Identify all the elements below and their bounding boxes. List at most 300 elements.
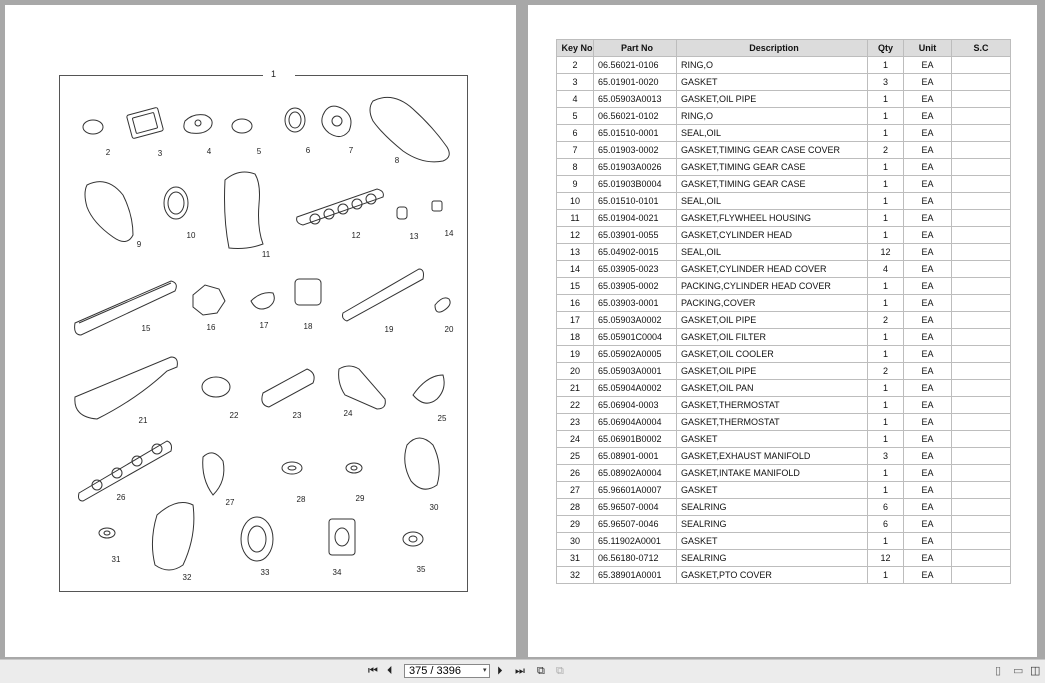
cell-part-no: 65.06904A0004 xyxy=(594,414,677,431)
cell-sc xyxy=(952,397,1011,414)
cell-sc xyxy=(952,125,1011,142)
cell-qty: 1 xyxy=(868,431,904,448)
cell-description: GASKET,OIL PIPE xyxy=(677,91,868,108)
cell-part-no: 65.01510-0101 xyxy=(594,193,677,210)
cell-unit: EA xyxy=(904,210,952,227)
table-row xyxy=(557,261,1011,278)
cell-key-no: 13 xyxy=(557,244,594,261)
table-row xyxy=(557,448,1011,465)
cell-sc xyxy=(952,346,1011,363)
cell-sc xyxy=(952,57,1011,74)
callout-number: 13 xyxy=(409,232,419,241)
callout-number: 3 xyxy=(157,149,163,158)
cell-description: PACKING,COVER xyxy=(677,295,868,312)
callout-number: 21 xyxy=(138,416,148,425)
cell-unit: EA xyxy=(904,278,952,295)
cell-qty: 1 xyxy=(868,125,904,142)
cell-part-no: 06.56180-0712 xyxy=(594,550,677,567)
exploded-parts-diagram xyxy=(5,5,516,657)
gasket-part-9 xyxy=(85,182,133,242)
viewer-toolbar xyxy=(0,659,1045,683)
cell-sc xyxy=(952,108,1011,125)
parts-table xyxy=(556,39,1011,584)
header-unit: Unit xyxy=(904,40,952,57)
table-row xyxy=(557,295,1011,312)
callout-number: 23 xyxy=(292,411,302,420)
cell-sc xyxy=(952,533,1011,550)
cell-description: GASKET,THERMOSTAT xyxy=(677,414,868,431)
continuous-view-icon[interactable]: ▭ xyxy=(1013,665,1024,677)
cell-part-no: 65.05901C0004 xyxy=(594,329,677,346)
cell-part-no: 65.05903A0013 xyxy=(594,91,677,108)
header-sc: S.C xyxy=(952,40,1011,57)
table-row xyxy=(557,227,1011,244)
cell-qty: 6 xyxy=(868,499,904,516)
cell-key-no: 7 xyxy=(557,142,594,159)
cell-description: SEALRING xyxy=(677,499,868,516)
cell-part-no: 65.08901-0001 xyxy=(594,448,677,465)
callout-number: 28 xyxy=(296,495,306,504)
callout-number: 30 xyxy=(429,503,439,512)
cell-sc xyxy=(952,329,1011,346)
cell-part-no: 65.01510-0001 xyxy=(594,125,677,142)
cell-sc xyxy=(952,363,1011,380)
cell-unit: EA xyxy=(904,346,952,363)
cell-key-no: 31 xyxy=(557,550,594,567)
cell-sc xyxy=(952,176,1011,193)
copy-icon[interactable]: ⧉ xyxy=(556,665,564,677)
cell-qty: 4 xyxy=(868,261,904,278)
gasket-part-11 xyxy=(225,172,264,249)
cell-qty: 2 xyxy=(868,142,904,159)
cell-key-no: 19 xyxy=(557,346,594,363)
cell-description: RING,O xyxy=(677,108,868,125)
cell-unit: EA xyxy=(904,465,952,482)
cell-qty: 1 xyxy=(868,465,904,482)
cell-key-no: 23 xyxy=(557,414,594,431)
cell-unit: EA xyxy=(904,550,952,567)
cell-qty: 1 xyxy=(868,295,904,312)
page-number-input[interactable] xyxy=(404,664,490,678)
callout-number: 32 xyxy=(182,573,192,582)
cell-sc xyxy=(952,448,1011,465)
cell-description: SEALRING xyxy=(677,550,868,567)
gasket-part-32 xyxy=(152,503,193,570)
callout-number: 22 xyxy=(229,411,239,420)
cell-description: GASKET xyxy=(677,533,868,550)
cell-part-no: 65.01901-0020 xyxy=(594,74,677,91)
cell-key-no: 21 xyxy=(557,380,594,397)
cell-qty: 1 xyxy=(868,193,904,210)
cell-key-no: 5 xyxy=(557,108,594,125)
cell-sc xyxy=(952,312,1011,329)
gasket-part-22 xyxy=(202,377,230,397)
cell-key-no: 14 xyxy=(557,261,594,278)
table-row xyxy=(557,329,1011,346)
packing-part-15 xyxy=(75,281,177,335)
table-row xyxy=(557,414,1011,431)
cell-unit: EA xyxy=(904,142,952,159)
callout-number: 11 xyxy=(261,250,271,259)
callout-number: 5 xyxy=(256,147,262,156)
sealring-part-31 xyxy=(99,528,115,538)
o-ring-part-2 xyxy=(83,120,103,134)
gasket-part-21 xyxy=(75,357,178,419)
cell-part-no: 65.03905-0023 xyxy=(594,261,677,278)
cell-description: GASKET,CYLINDER HEAD xyxy=(677,227,868,244)
cell-unit: EA xyxy=(904,176,952,193)
cell-sc xyxy=(952,431,1011,448)
cell-unit: EA xyxy=(904,448,952,465)
cell-sc xyxy=(952,261,1011,278)
table-row xyxy=(557,278,1011,295)
cell-unit: EA xyxy=(904,244,952,261)
table-row xyxy=(557,431,1011,448)
cell-sc xyxy=(952,278,1011,295)
cell-qty: 1 xyxy=(868,533,904,550)
callout-number: 12 xyxy=(351,231,361,240)
cell-unit: EA xyxy=(904,125,952,142)
cell-sc xyxy=(952,465,1011,482)
gasket-part-26 xyxy=(79,441,172,501)
gasket-part-4 xyxy=(184,115,212,134)
cell-sc xyxy=(952,295,1011,312)
gasket-part-14 xyxy=(432,201,442,211)
cell-key-no: 22 xyxy=(557,397,594,414)
cell-unit: EA xyxy=(904,482,952,499)
cell-qty: 12 xyxy=(868,244,904,261)
cell-unit: EA xyxy=(904,227,952,244)
cell-qty: 1 xyxy=(868,567,904,584)
cell-part-no: 65.05903A0002 xyxy=(594,312,677,329)
gasket-part-33 xyxy=(241,517,273,561)
cell-sc xyxy=(952,227,1011,244)
cell-qty: 1 xyxy=(868,176,904,193)
cell-key-no: 9 xyxy=(557,176,594,193)
table-row xyxy=(557,74,1011,91)
cell-description: GASKET,OIL PIPE xyxy=(677,312,868,329)
cell-key-no: 4 xyxy=(557,91,594,108)
cell-part-no: 65.03905-0002 xyxy=(594,278,677,295)
sealring-part-29 xyxy=(346,463,362,473)
cell-qty: 1 xyxy=(868,108,904,125)
cell-key-no: 16 xyxy=(557,295,594,312)
cell-description: SEALRING xyxy=(677,516,868,533)
table-row xyxy=(557,465,1011,482)
cell-description: GASKET,TIMING GEAR CASE COVER xyxy=(677,142,868,159)
table-row xyxy=(557,312,1011,329)
cell-sc xyxy=(952,380,1011,397)
table-row xyxy=(557,550,1011,567)
cell-sc xyxy=(952,74,1011,91)
callout-number: 16 xyxy=(206,323,216,332)
cell-unit: EA xyxy=(904,193,952,210)
cell-key-no: 28 xyxy=(557,499,594,516)
callout-number: 31 xyxy=(111,555,121,564)
cell-key-no: 15 xyxy=(557,278,594,295)
cell-unit: EA xyxy=(904,567,952,584)
prev-page-icon[interactable]: ⏴ xyxy=(387,665,393,677)
callout-number: 17 xyxy=(259,321,269,330)
cell-key-no: 6 xyxy=(557,125,594,142)
cell-qty: 6 xyxy=(868,516,904,533)
cell-unit: EA xyxy=(904,261,952,278)
callout-number: 25 xyxy=(437,414,447,423)
cell-part-no: 65.08902A0004 xyxy=(594,465,677,482)
table-row xyxy=(557,482,1011,499)
table-row xyxy=(557,108,1011,125)
cell-description: GASKET,OIL FILTER xyxy=(677,329,868,346)
callout-number: 8 xyxy=(394,156,400,165)
cell-description: SEAL,OIL xyxy=(677,193,868,210)
cell-unit: EA xyxy=(904,397,952,414)
callout-number: 26 xyxy=(116,493,126,502)
callout-number: 18 xyxy=(303,322,313,331)
cell-sc xyxy=(952,244,1011,261)
callout-number: 7 xyxy=(348,146,354,155)
cell-sc xyxy=(952,142,1011,159)
table-row xyxy=(557,533,1011,550)
parts-list-page xyxy=(528,5,1037,657)
seal-part-13 xyxy=(397,207,407,219)
table-row xyxy=(557,363,1011,380)
cell-key-no: 20 xyxy=(557,363,594,380)
callout-number: 34 xyxy=(332,568,342,577)
cell-sc xyxy=(952,91,1011,108)
cell-key-no: 10 xyxy=(557,193,594,210)
gasket-part-19 xyxy=(343,269,424,321)
table-row xyxy=(557,499,1011,516)
cell-part-no: 65.96601A0007 xyxy=(594,482,677,499)
gasket-part-30 xyxy=(405,438,440,489)
callout-number: 19 xyxy=(384,325,394,334)
o-ring-part-5 xyxy=(232,119,252,133)
cell-description: GASKET,EXHAUST MANIFOLD xyxy=(677,448,868,465)
cell-key-no: 8 xyxy=(557,159,594,176)
cell-qty: 1 xyxy=(868,159,904,176)
callout-number: 6 xyxy=(305,146,311,155)
table-row xyxy=(557,210,1011,227)
cell-unit: EA xyxy=(904,414,952,431)
gasket-part-20 xyxy=(435,298,450,312)
chevron-down-icon[interactable]: ▾ xyxy=(483,667,487,674)
cell-unit: EA xyxy=(904,516,952,533)
cell-description: GASKET xyxy=(677,74,868,91)
cell-unit: EA xyxy=(904,57,952,74)
cell-key-no: 25 xyxy=(557,448,594,465)
cell-qty: 3 xyxy=(868,74,904,91)
cell-unit: EA xyxy=(904,499,952,516)
cell-description: PACKING,CYLINDER HEAD COVER xyxy=(677,278,868,295)
cell-part-no: 65.01904-0021 xyxy=(594,210,677,227)
cell-description: GASKET,THERMOSTAT xyxy=(677,397,868,414)
callout-number: 33 xyxy=(260,568,270,577)
table-row xyxy=(557,176,1011,193)
cell-qty: 2 xyxy=(868,363,904,380)
table-row xyxy=(557,193,1011,210)
cell-sc xyxy=(952,499,1011,516)
cell-key-no: 26 xyxy=(557,465,594,482)
table-header-row xyxy=(557,40,1011,57)
callout-number: 15 xyxy=(141,324,151,333)
callout-number: 27 xyxy=(225,498,235,507)
cell-sc xyxy=(952,482,1011,499)
header-part-no: Part No xyxy=(594,40,677,57)
cell-qty: 1 xyxy=(868,329,904,346)
cell-description: GASKET xyxy=(677,431,868,448)
gasket-part-25 xyxy=(413,375,444,403)
cell-description: GASKET,OIL PIPE xyxy=(677,363,868,380)
facing-view-icon[interactable]: ◫ xyxy=(1030,665,1041,677)
cell-unit: EA xyxy=(904,431,952,448)
cell-description: GASKET,TIMING GEAR CASE xyxy=(677,159,868,176)
callout-number: 2 xyxy=(105,148,111,157)
cell-part-no: 65.01903A0026 xyxy=(594,159,677,176)
gasket-part-3 xyxy=(126,107,163,138)
cell-part-no: 65.03901-0055 xyxy=(594,227,677,244)
cell-description: GASKET,OIL PAN xyxy=(677,380,868,397)
cell-key-no: 11 xyxy=(557,210,594,227)
callout-number: 9 xyxy=(136,240,142,249)
cell-sc xyxy=(952,414,1011,431)
table-row xyxy=(557,346,1011,363)
cell-qty: 1 xyxy=(868,227,904,244)
next-page-icon[interactable]: ⏵ xyxy=(497,665,503,677)
gasket-part-27 xyxy=(203,453,224,495)
table-row xyxy=(557,159,1011,176)
gasket-part-8 xyxy=(370,97,449,161)
cell-qty: 1 xyxy=(868,91,904,108)
cell-part-no: 65.05902A0005 xyxy=(594,346,677,363)
table-row xyxy=(557,244,1011,261)
cell-part-no: 65.05904A0002 xyxy=(594,380,677,397)
cell-part-no: 65.04902-0015 xyxy=(594,244,677,261)
cell-qty: 1 xyxy=(868,414,904,431)
cell-key-no: 24 xyxy=(557,431,594,448)
callout-number: 24 xyxy=(343,409,353,418)
cell-unit: EA xyxy=(904,312,952,329)
assembly-number: 1 xyxy=(271,69,277,79)
cell-sc xyxy=(952,159,1011,176)
cell-part-no: 65.96507-0004 xyxy=(594,499,677,516)
cell-sc xyxy=(952,516,1011,533)
gasket-part-7 xyxy=(322,106,351,136)
sealring-part-28 xyxy=(282,462,302,474)
callout-number: 14 xyxy=(444,229,454,238)
diagram-page xyxy=(5,5,516,657)
cell-part-no: 65.06901B0002 xyxy=(594,431,677,448)
cell-qty: 1 xyxy=(868,397,904,414)
single-view-icon[interactable]: ▯ xyxy=(995,665,1002,677)
cell-sc xyxy=(952,567,1011,584)
cell-key-no: 18 xyxy=(557,329,594,346)
cell-qty: 3 xyxy=(868,448,904,465)
cell-description: GASKET,FLYWHEEL HOUSING xyxy=(677,210,868,227)
cell-part-no: 65.03903-0001 xyxy=(594,295,677,312)
callout-number: 4 xyxy=(206,147,212,156)
packing-part-16 xyxy=(193,285,225,315)
gasket-part-23 xyxy=(262,369,314,407)
cell-part-no: 06.56021-0102 xyxy=(594,108,677,125)
callout-number: 10 xyxy=(186,231,196,240)
cell-description: GASKET,INTAKE MANIFOLD xyxy=(677,465,868,482)
cell-part-no: 65.96507-0046 xyxy=(594,516,677,533)
cell-key-no: 2 xyxy=(557,57,594,74)
table-row xyxy=(557,125,1011,142)
cell-qty: 1 xyxy=(868,380,904,397)
cell-unit: EA xyxy=(904,363,952,380)
table-row xyxy=(557,567,1011,584)
cell-description: GASKET,CYLINDER HEAD COVER xyxy=(677,261,868,278)
table-row xyxy=(557,516,1011,533)
cell-description: GASKET,PTO COVER xyxy=(677,567,868,584)
cell-unit: EA xyxy=(904,329,952,346)
cell-key-no: 30 xyxy=(557,533,594,550)
cell-unit: EA xyxy=(904,159,952,176)
cell-qty: 1 xyxy=(868,210,904,227)
cell-qty: 1 xyxy=(868,57,904,74)
cell-description: GASKET,TIMING GEAR CASE xyxy=(677,176,868,193)
cell-description: GASKET xyxy=(677,482,868,499)
cell-description: GASKET,OIL COOLER xyxy=(677,346,868,363)
cell-part-no: 65.01903-0002 xyxy=(594,142,677,159)
table-row xyxy=(557,380,1011,397)
cell-qty: 1 xyxy=(868,278,904,295)
cell-unit: EA xyxy=(904,91,952,108)
cell-sc xyxy=(952,193,1011,210)
callout-number: 29 xyxy=(355,494,365,503)
cell-qty: 12 xyxy=(868,550,904,567)
cell-unit: EA xyxy=(904,533,952,550)
two-page-icon[interactable]: ⧉ xyxy=(537,665,545,677)
cell-sc xyxy=(952,210,1011,227)
gasket-part-17 xyxy=(251,293,274,309)
cell-unit: EA xyxy=(904,108,952,125)
cell-key-no: 29 xyxy=(557,516,594,533)
cell-qty: 2 xyxy=(868,312,904,329)
cell-qty: 1 xyxy=(868,346,904,363)
last-page-icon[interactable]: ⏭ xyxy=(515,665,525,677)
header-qty: Qty xyxy=(868,40,904,57)
header-key-no: Key No xyxy=(557,40,594,57)
cell-key-no: 12 xyxy=(557,227,594,244)
gasket-part-34 xyxy=(329,519,355,555)
first-page-icon[interactable]: ⏮ xyxy=(368,665,378,677)
table-row xyxy=(557,142,1011,159)
cell-key-no: 17 xyxy=(557,312,594,329)
cell-key-no: 27 xyxy=(557,482,594,499)
cell-description: SEAL,OIL xyxy=(677,244,868,261)
cell-key-no: 32 xyxy=(557,567,594,584)
callout-number: 20 xyxy=(444,325,454,334)
cell-part-no: 06.56021-0106 xyxy=(594,57,677,74)
gasket-part-24 xyxy=(339,366,386,409)
callout-number: 35 xyxy=(416,565,426,574)
cell-description: SEAL,OIL xyxy=(677,125,868,142)
cell-qty: 1 xyxy=(868,482,904,499)
cell-key-no: 3 xyxy=(557,74,594,91)
table-row xyxy=(557,91,1011,108)
cell-sc xyxy=(952,550,1011,567)
cell-unit: EA xyxy=(904,74,952,91)
table-row xyxy=(557,57,1011,74)
gasket-part-18 xyxy=(295,279,321,305)
cell-part-no: 65.38901A0001 xyxy=(594,567,677,584)
cell-part-no: 65.06904-0003 xyxy=(594,397,677,414)
sealring-part-35 xyxy=(403,532,423,546)
cell-unit: EA xyxy=(904,295,952,312)
header-description: Description xyxy=(677,40,868,57)
